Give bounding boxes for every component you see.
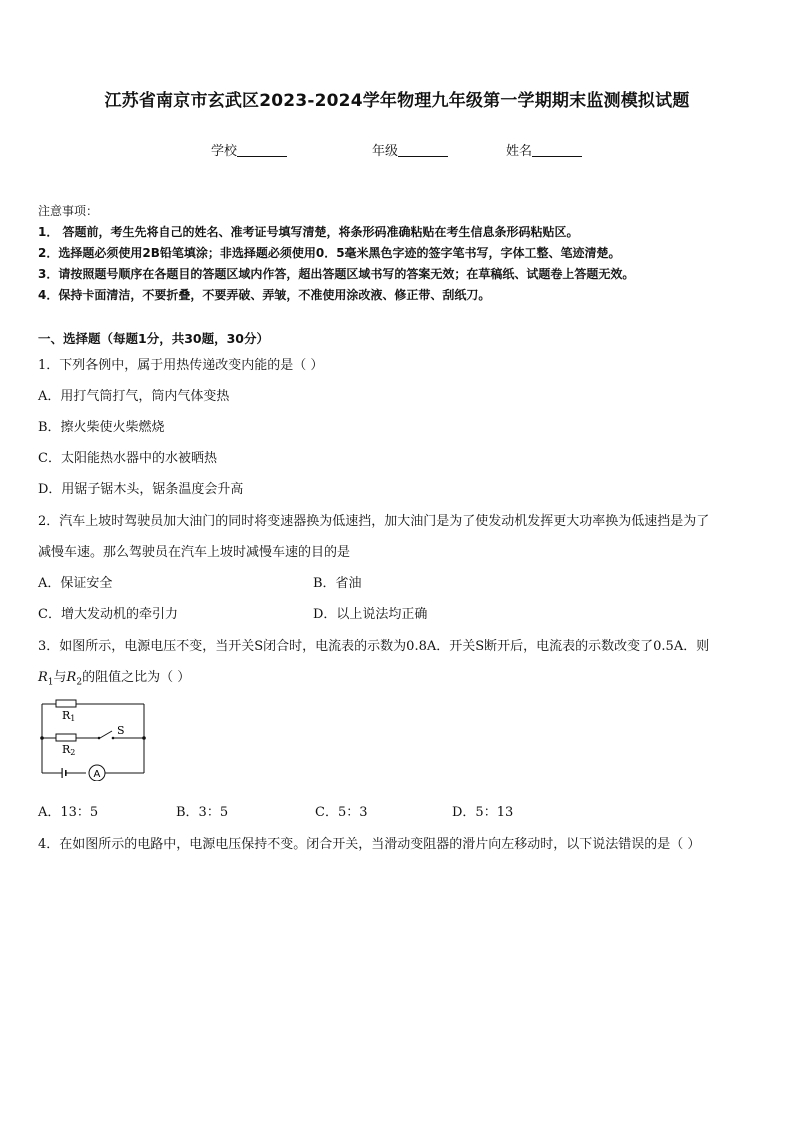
switch-contact (112, 737, 115, 740)
question-2-option-a: A．保证安全 (38, 576, 113, 591)
q3-tail: 的阻值之比为（ ） (82, 670, 191, 685)
note-item: 1． 答题前，考生先将自己的姓名、准考证号填写清楚，将条形码准确粘贴在考生信息条形码粘贴区。 (38, 225, 579, 239)
question-1-option-a: A．用打气筒打气，筒内气体变热 (38, 389, 230, 404)
question-3-stem-line2 (38, 666, 190, 688)
junction-dot (142, 736, 146, 740)
grade-label: 年级 (372, 144, 399, 159)
name-label: 姓名 (506, 144, 533, 159)
switch-s (100, 731, 112, 738)
question-4-stem: 4．在如图所示的电路中，电源电压保持不变。闭合开关，当滑动变阻器的滑片向左移动时，以下说法错误的是（ ） (38, 837, 701, 852)
question-3-option-d: D．5：13 (452, 805, 514, 820)
junction-dot (40, 736, 44, 740)
school-field[interactable] (211, 140, 287, 159)
question-3-option-b: B．3：5 (176, 805, 229, 820)
question-2-stem-line2: 减慢车速。那么驾驶员在汽车上坡时减慢车速的目的是 (38, 545, 351, 560)
question-1-option-c: C．太阳能热水器中的水被晒热 (38, 451, 217, 466)
school-blank[interactable] (237, 143, 287, 157)
q3-connector: 与 (53, 670, 67, 685)
question-3-stem-line1: 3．如图所示，电源电压不变，当开关S闭合时，电流表的示数为0.8A．开关S断开后，电流表的示数改变了0.5A．则 (38, 639, 710, 654)
note-item: 2．选择题必须使用2B铅笔填涂；非选择题必须使用0．5毫米黑色字迹的签字笔书写，字体工整、笔迹清楚。 (38, 246, 621, 260)
resistor-r2 (56, 734, 76, 741)
name-blank[interactable] (532, 143, 582, 157)
question-1-option-b: B．擦火柴使火柴燃烧 (38, 420, 165, 435)
battery-long-plate (62, 768, 63, 778)
r1-subscript: 1 (47, 677, 54, 688)
r2-symbol: R (66, 670, 77, 685)
school-label: 学校 (211, 144, 238, 159)
grade-blank[interactable] (398, 143, 448, 157)
question-2-option-d: D．以上说法均正确 (313, 607, 428, 622)
switch-contact (98, 737, 101, 740)
switch-label: S (117, 724, 125, 737)
question-1-option-d: D．用锯子锯木头，锯条温度会升高 (38, 482, 244, 497)
r2-label: R2 (62, 743, 76, 757)
circuit-diagram (36, 697, 152, 781)
question-2-stem-line1: 2．汽车上坡时驾驶员加大油门的同时将变速器换为低速挡，加大油门是为了使发动机发挥更大功率换为低速挡是为了 (38, 514, 710, 529)
notes-heading: 注意事项： (38, 204, 99, 218)
question-2-option-c: C．增大发动机的牵引力 (38, 607, 178, 622)
r1-symbol: R (38, 670, 48, 685)
page-title: 江苏省南京市玄武区2023-2024学年物理九年级第一学期期末监测模拟试题 (104, 91, 690, 111)
r2-subscript: 2 (76, 677, 83, 688)
ammeter-label: A (93, 769, 101, 780)
resistor-r1 (56, 700, 76, 707)
question-1-stem: 1．下列各例中，属于用热传递改变内能的是（ ） (38, 358, 324, 373)
note-item: 3．请按照题号顺序在各题目的答题区域内作答，超出答题区域书写的答案无效；在草稿纸、试题卷上答题无效。 (38, 267, 635, 281)
section-heading: 一、选择题（每题1分，共30题，30分） (38, 331, 269, 346)
question-2-option-b: B．省油 (313, 576, 362, 591)
question-3-option-c: C．5：3 (315, 805, 368, 820)
grade-field[interactable] (372, 140, 448, 159)
battery-short-plate (65, 770, 67, 776)
name-field[interactable] (506, 140, 582, 159)
question-3-option-a: A．13：5 (38, 805, 99, 820)
note-item: 4．保持卡面清洁，不要折叠，不要弄破、弄皱，不准使用涂改液、修正带、刮纸刀。 (38, 288, 491, 302)
r1-label: R1 (62, 709, 76, 723)
